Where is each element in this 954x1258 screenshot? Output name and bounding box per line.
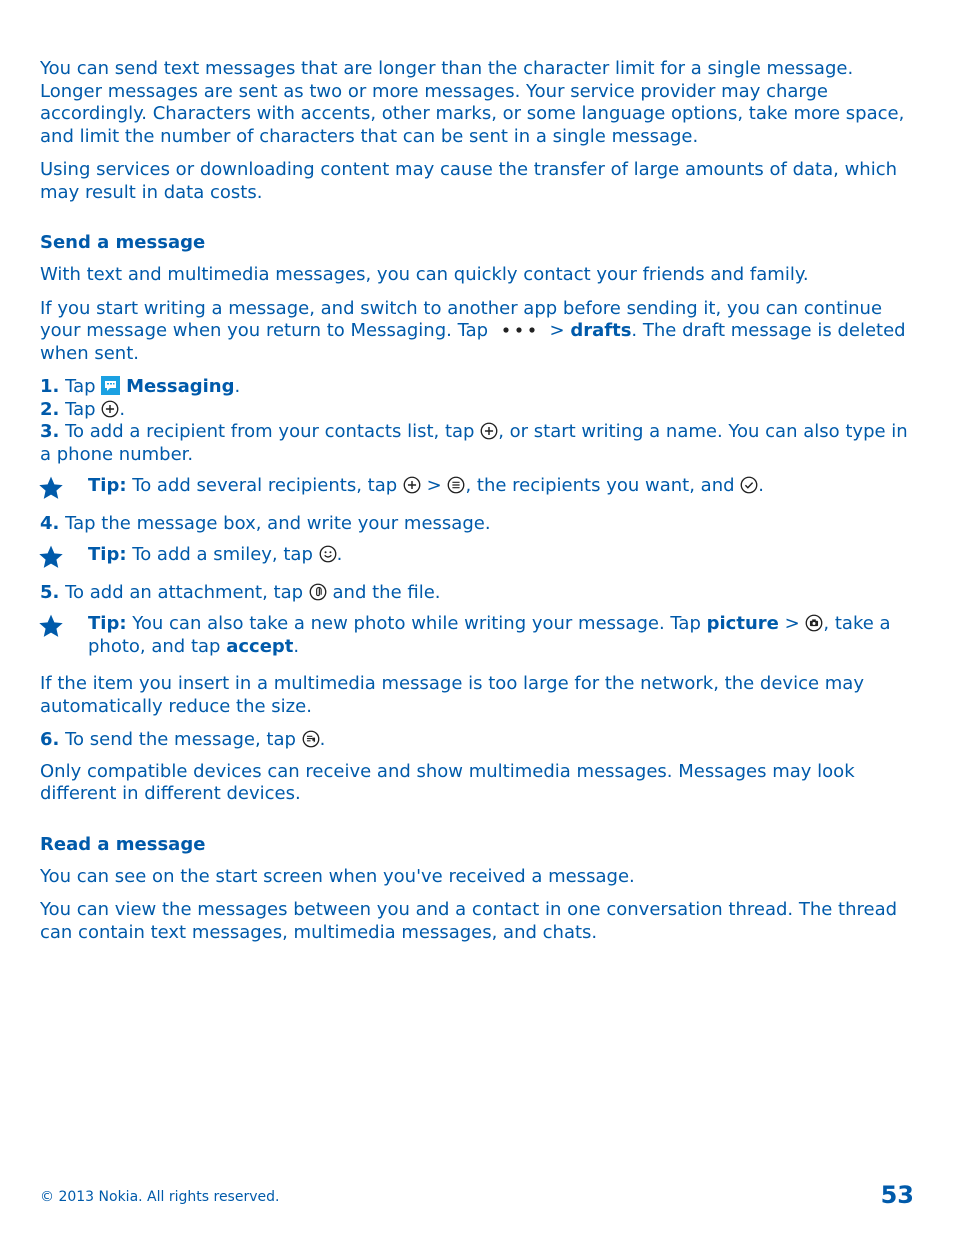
add-circle-icon [101,400,119,418]
page-number: 53 [880,1181,914,1209]
step-2: 2. Tap . [40,398,126,420]
step-5: 5. To add an attachment, tap and the file. [40,581,441,603]
step-3: 3. To add a recipient from your contacts list, tap , or start writing a name. You can also type in a phone number. [40,421,908,465]
check-circle-icon [740,476,758,494]
messaging-label: Messaging [126,376,235,397]
picture-label: picture [706,613,779,634]
star-icon [38,475,64,501]
intro-paragraph-1: You can send text messages that are longer than the character limit for a single message. Longer messages are sent as two or more messages. Your service provider may charge accordingly. Characters with accents, other marks, or some language options, take more space, and limit the number of characters that can be sent in a single message. [40,58,905,147]
page-content [40,58,920,955]
accept-label: accept [226,635,294,657]
read-message-heading: Read a message [40,833,206,855]
send-message-heading: Send a message [40,232,206,253]
add-circle-icon [480,422,498,440]
read-paragraph-1: You can see on the start screen when you've received a message. [40,865,635,887]
tip-3: Tip: You can also take a new photo while writing your message. Tap picture > , take a photo, and tap accept. [40,613,920,658]
drafts-label: drafts [570,320,632,341]
star-icon [38,613,64,639]
intro-paragraph-2: Using services or downloading content may cause the transfer of large amounts of data, which may result in data costs. [40,159,898,203]
copyright-footer: © 2013 Nokia. All rights reserved. [40,1189,280,1205]
step-6: 6. To send the message, tap . [40,729,326,750]
star-icon [38,544,64,570]
steps-list [40,376,920,466]
tip-1: Tip: To add several recipients, tap > , the recipients you want, and . [40,475,920,498]
messaging-app-icon [101,376,120,395]
camera-circle-icon [805,614,823,632]
paperclip-circle-icon [309,583,327,601]
smiley-icon [319,545,337,563]
send-paragraph-3: If the item you insert in a multimedia message is too large for the network, the device may automatically reduce the size. [40,673,864,717]
more-dots-icon [500,321,538,339]
send-circle-icon [302,730,320,748]
add-circle-icon [403,476,421,494]
list-circle-icon [447,476,465,494]
send-paragraph-1: With text and multimedia messages, you can quickly contact your friends and family. [40,264,809,285]
read-paragraph-2: You can view the messages between you and a contact in one conversation thread. The thread can contain text messages, multimedia messages, and chats. [40,899,898,943]
send-paragraph-4: Only compatible devices can receive and show multimedia messages. Messages may look different in different devices. [40,760,855,804]
step-1: 1. Tap Messaging. [40,376,241,397]
tip-2: Tip: To add a smiley, tap . [40,544,920,567]
step-4: 4. Tap the message box, and write your message. [40,512,491,534]
send-paragraph-2: If you start writing a message, and switch to another app before sending it, you can continue your message when you return to Messaging. Tap > drafts. The draft message is deleted when sent. [40,297,906,364]
